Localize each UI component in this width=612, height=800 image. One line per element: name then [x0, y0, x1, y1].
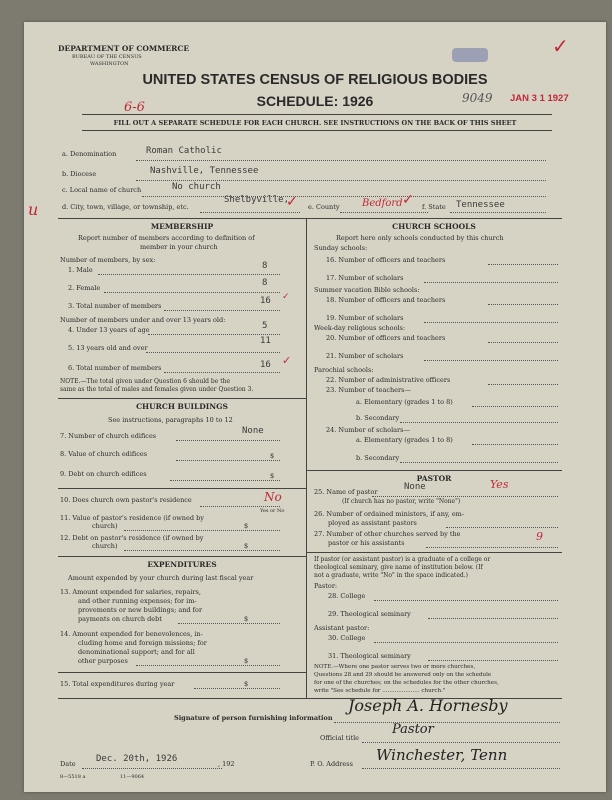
- q27-value: 9: [536, 530, 543, 543]
- dollar-sign: $: [244, 680, 249, 688]
- q30-field[interactable]: [374, 642, 558, 643]
- q11-label2: church): [92, 522, 118, 530]
- q4-label: 4. Under 13 years of age: [68, 326, 150, 334]
- denomination-label: a. Denomination: [62, 150, 117, 158]
- by-age-label: Number of members under and over 13 years old:: [60, 316, 226, 324]
- q16-label: 16. Number of officers and teachers: [326, 256, 446, 264]
- q28-label: 28. College: [328, 592, 366, 600]
- q31-label: 31. Theological seminary: [328, 652, 411, 660]
- membership-heading: MEMBERSHIP: [150, 222, 214, 231]
- q15-field[interactable]: [194, 688, 280, 689]
- signature-field[interactable]: [334, 722, 560, 723]
- by-sex-label: Number of members, by sex:: [60, 256, 156, 264]
- q24b-field[interactable]: [400, 462, 558, 463]
- official-title-field[interactable]: [362, 742, 560, 743]
- asst-pastor-label: Assistant pastor:: [314, 624, 370, 632]
- grad-note1: If pastor (or assistant pastor) is a graduate of a college or: [314, 556, 491, 563]
- q5-label: 5. 13 years old and over: [68, 344, 148, 352]
- q26-field[interactable]: [446, 527, 558, 528]
- rule: [82, 130, 552, 131]
- pastor-heading: PASTOR: [416, 474, 452, 483]
- q12-field[interactable]: [124, 550, 280, 551]
- instruction-line: FILL OUT A SEPARATE SCHEDULE FOR EACH CHURCH. SEE INSTRUCTIONS ON THE BACK OF THIS SHEET: [113, 119, 517, 127]
- q17-label: 17. Number of scholars: [326, 274, 404, 282]
- q13-field[interactable]: [178, 623, 280, 624]
- dollar-sign: $: [270, 472, 275, 480]
- q12-label2: church): [92, 542, 118, 550]
- county-field[interactable]: [340, 212, 428, 213]
- dollar-sign: $: [244, 657, 249, 665]
- schools-heading: CHURCH SCHOOLS: [392, 222, 476, 231]
- column-divider: [306, 218, 307, 698]
- q23b-label: b. Secondary: [356, 414, 400, 422]
- q8-field[interactable]: [176, 460, 280, 461]
- q29-label: 29. Theological seminary: [328, 610, 411, 618]
- q7-field[interactable]: [176, 440, 280, 441]
- q1-value: 8: [262, 261, 268, 271]
- pastor-note4: write "See schedule for ..................... church.": [314, 688, 446, 694]
- grad-note3: not a graduate, write "No" in the space indicated.): [314, 572, 468, 579]
- q25-value: None: [404, 482, 426, 492]
- signature-value: Joseph A. Hornesby: [348, 696, 508, 715]
- q23a-label: a. Elementary (grades 1 to 8): [356, 398, 453, 406]
- pastor-label: Pastor:: [314, 582, 338, 590]
- check-mark-icon: ✓: [286, 194, 298, 210]
- rule: [306, 470, 562, 471]
- q14-field[interactable]: [136, 665, 280, 666]
- diocese-field[interactable]: [136, 180, 546, 181]
- official-title-value: Pastor: [392, 722, 434, 737]
- membership-sub2: member in your church: [140, 243, 218, 251]
- q13-l4: payments on church debt: [78, 615, 162, 623]
- expenditures-heading: EXPENDITURES: [147, 560, 217, 569]
- dept-label: DEPARTMENT OF COMMERCE: [58, 44, 190, 53]
- q13-l1: 13. Amount expended for salaries, repairs,: [60, 588, 201, 596]
- q22-field[interactable]: [488, 384, 558, 385]
- dollar-sign: $: [244, 522, 249, 530]
- expenditures-sub: Amount expended by your church during last fiscal year: [68, 574, 254, 582]
- q27-l1: 27. Number of other churches served by the: [314, 530, 461, 538]
- q2-field[interactable]: [104, 292, 280, 293]
- q1-field[interactable]: [98, 274, 280, 275]
- q25-note: (If church has no pastor, write "None"): [342, 498, 461, 505]
- q31-field[interactable]: [428, 660, 558, 661]
- parochial-label: Parochial schools:: [314, 366, 374, 374]
- q20-field[interactable]: [488, 342, 558, 343]
- q19-label: 19. Number of scholars: [326, 314, 404, 322]
- buildings-sub: See instructions, paragraphs 10 to 12: [108, 416, 233, 424]
- city-label: d. City, town, village, or township, etc.: [62, 203, 189, 211]
- q3-label: 3. Total number of members: [68, 302, 162, 310]
- check-mark-icon: ✓: [282, 354, 292, 367]
- q29-field[interactable]: [428, 618, 558, 619]
- q25-annotation: Yes: [490, 478, 509, 491]
- check-mark-icon: ✓: [282, 292, 290, 302]
- q18-label: 18. Number of officers and teachers: [326, 296, 446, 304]
- grad-note2: theological seminary, give name of institution below. (If: [314, 564, 483, 571]
- q16-field[interactable]: [488, 264, 558, 265]
- q15-label: 15. Total expenditures during year: [60, 680, 175, 688]
- dollar-sign: $: [270, 452, 275, 460]
- city-field[interactable]: [200, 212, 300, 213]
- po-address-label: P. O. Address: [310, 760, 353, 768]
- q25-field[interactable]: [372, 496, 558, 497]
- dollar-sign: $: [244, 542, 249, 550]
- form-title: UNITED STATES CENSUS OF RELIGIOUS BODIES: [142, 72, 488, 88]
- local-name-label: c. Local name of church: [62, 186, 142, 194]
- q23-label: 23. Number of teachers—: [326, 386, 411, 394]
- q5-field[interactable]: [146, 352, 280, 353]
- check-mark-icon: ✓: [402, 192, 414, 208]
- q26-l1: 26. Number of ordained ministers, if any, em-: [314, 510, 465, 518]
- red-mark: u: [28, 200, 39, 219]
- q3-value: 16: [260, 296, 271, 306]
- q14-l3: denominational support; and for all: [78, 648, 195, 656]
- signature-label: Signature of person furnishing information: [174, 714, 333, 722]
- q10-field[interactable]: [200, 506, 280, 507]
- q27-l2: pastor or his assistants: [328, 539, 405, 547]
- yes-no-hint: Yes or No: [260, 508, 285, 514]
- schools-sub: Report here only schools conducted by this church: [336, 234, 504, 242]
- pastor-note2: Questions 28 and 29 should be answered only on the schedule: [314, 672, 492, 678]
- q20-label: 20. Number of officers and teachers: [326, 334, 446, 342]
- year-suffix: , 192: [218, 760, 235, 768]
- q1-label: 1. Male: [68, 266, 93, 274]
- rule: [58, 218, 562, 219]
- q6-label: 6. Total number of members: [68, 364, 162, 372]
- rule: [58, 398, 306, 399]
- q17-field[interactable]: [424, 282, 558, 283]
- q6-field[interactable]: [164, 372, 280, 373]
- q28-field[interactable]: [374, 600, 558, 601]
- q3-field[interactable]: [164, 310, 280, 311]
- q2-value: 8: [262, 278, 268, 288]
- q11-field[interactable]: [124, 530, 280, 531]
- census-form: [24, 22, 606, 792]
- local-name-value: No church: [172, 182, 221, 192]
- q6-value: 16: [260, 360, 271, 370]
- dollar-sign: $: [244, 615, 249, 623]
- denomination-value: Roman Catholic: [146, 146, 222, 156]
- q10-value: No: [264, 490, 282, 504]
- q23b-field[interactable]: [400, 422, 558, 423]
- q9-label: 9. Debt on church edifices: [60, 470, 147, 478]
- q18-field[interactable]: [488, 304, 558, 305]
- denomination-field[interactable]: [136, 160, 546, 161]
- buildings-heading: CHURCH BUILDINGS: [136, 402, 228, 411]
- received-date-stamp: JAN 3 1 1927: [510, 93, 569, 104]
- schedule-title: SCHEDULE: 1926: [256, 93, 374, 109]
- q10-label: 10. Does church own pastor's residence: [60, 496, 192, 504]
- q30-label: 30. College: [328, 634, 366, 642]
- q23a-field[interactable]: [472, 406, 558, 407]
- q13-l2: and other running expenses; for im-: [78, 597, 197, 605]
- q24b-label: b. Secondary: [356, 454, 400, 462]
- q21-label: 21. Number of scholars: [326, 352, 404, 360]
- rule: [58, 556, 306, 557]
- membership-note2: same as the total of males and females given under Question 3.: [60, 386, 254, 393]
- diocese-label: b. Diocese: [62, 170, 97, 178]
- rule: [306, 552, 562, 553]
- po-address-value: Winchester, Tenn: [376, 746, 508, 764]
- date-value: Dec. 20th, 1926: [96, 754, 178, 764]
- rule: [82, 114, 552, 115]
- q4-value: 5: [262, 321, 268, 331]
- check-mark-icon: ✓: [552, 34, 569, 58]
- weekday-label: Week-day religious schools:: [314, 324, 406, 332]
- date-label: Date: [60, 760, 76, 768]
- q8-label: 8. Value of church edifices: [60, 450, 148, 458]
- stamp-number: 9049: [462, 91, 493, 105]
- pastor-note3: for one of the churches; on the schedules for the other churches,: [314, 680, 499, 686]
- membership-note1: NOTE.—The total given under Question 6 should be the: [60, 378, 231, 385]
- q9-field[interactable]: [170, 480, 280, 481]
- q27-field[interactable]: [426, 547, 558, 548]
- q4-field[interactable]: [148, 334, 280, 335]
- state-label: f. State: [422, 203, 446, 211]
- stamp-mark: [452, 48, 488, 62]
- q2-label: 2. Female: [68, 284, 101, 292]
- q26-l2: ployed as assistant pastors: [328, 519, 417, 527]
- official-title-label: Official title: [320, 734, 359, 742]
- q13-l3: provements or new buildings; and for: [78, 606, 203, 614]
- rule: [58, 488, 306, 489]
- date-field[interactable]: [82, 768, 222, 769]
- state-value: Tennessee: [456, 200, 505, 210]
- q14-l2: cluding home and foreign missions; for: [78, 639, 207, 647]
- membership-sub1: Report number of members according to definition of: [78, 234, 255, 242]
- q12-label1: 12. Debt on pastor's residence (if owned by: [60, 534, 204, 542]
- pastor-note1: NOTE.—Where one pastor serves two or more churches,: [314, 664, 476, 670]
- q24a-field[interactable]: [472, 444, 558, 445]
- q14-l4: other purposes: [78, 657, 128, 665]
- state-field[interactable]: [450, 212, 546, 213]
- city-value: Shelbyville,: [224, 195, 290, 205]
- bureau-label: BUREAU OF THE CENSUS: [72, 54, 142, 60]
- city-label: WASHINGTON: [90, 61, 129, 67]
- form-code-2: 11—9064: [120, 774, 145, 780]
- po-address-field[interactable]: [362, 768, 560, 769]
- rule: [58, 672, 306, 673]
- q11-label1: 11. Value of pastor's residence (if owned by: [60, 514, 204, 522]
- q7-label: 7. Number of church edifices: [60, 432, 157, 440]
- q22-label: 22. Number of administrative officers: [326, 376, 451, 384]
- q21-field[interactable]: [424, 360, 558, 361]
- q25-label: 25. Name of pastor: [314, 488, 378, 496]
- q24a-label: a. Elementary (grades 1 to 8): [356, 436, 453, 444]
- diocese-value: Nashville, Tennessee: [150, 166, 259, 176]
- county-value: Bedford: [362, 198, 403, 209]
- q7-value: None: [242, 426, 264, 436]
- q14-l1: 14. Amount expended for benevolences, in-: [60, 630, 203, 638]
- local-name-field[interactable]: [142, 196, 546, 197]
- q24-label: 24. Number of scholars—: [326, 426, 410, 434]
- form-code: 8—5518 a: [60, 774, 86, 780]
- q19-field[interactable]: [424, 322, 558, 323]
- summer-label: Summer vacation Bible schools:: [314, 286, 420, 294]
- q5-value: 11: [260, 336, 271, 346]
- county-label: e. County: [308, 203, 340, 211]
- sunday-label: Sunday schools:: [314, 244, 368, 252]
- red-code: 6-6: [124, 100, 145, 115]
